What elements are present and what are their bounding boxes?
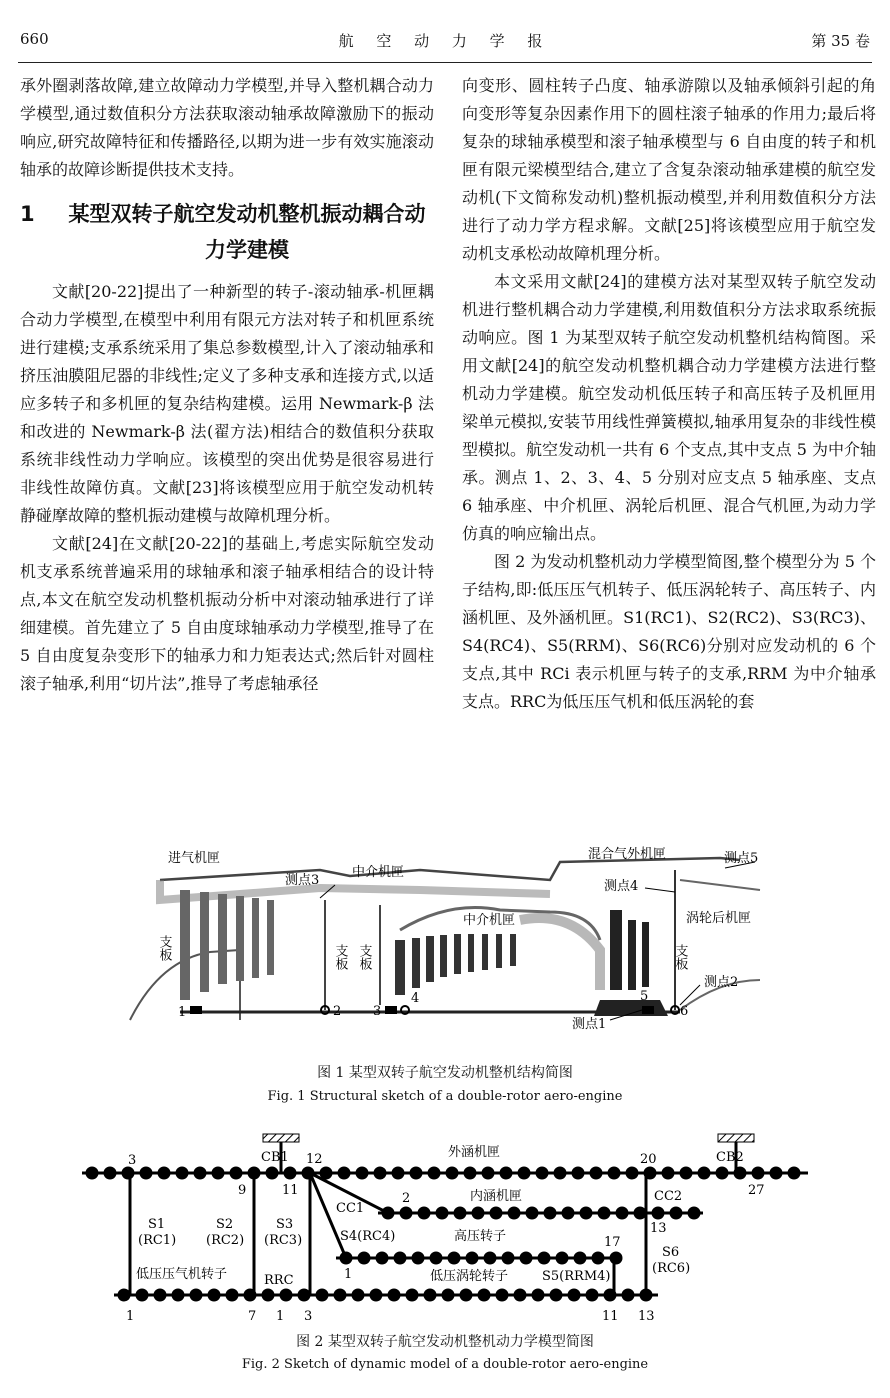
label-rc3: (RC3) (264, 1233, 303, 1248)
label-support-5: 5 (640, 989, 649, 1004)
label-intermediate-casing-top: 中介机匣 (352, 865, 405, 880)
left-column (20, 72, 434, 698)
label-mixer-casing: 混合气外机匣 (588, 847, 667, 862)
label-cc2: CC2 (654, 1189, 683, 1204)
label-support-3: 3 (373, 1004, 382, 1019)
label-point3: 测点3 (285, 873, 320, 888)
label-node-2: 2 (402, 1191, 411, 1206)
label-support-4: 4 (411, 991, 420, 1006)
bearing-marker (190, 1006, 202, 1014)
label-intermediate-casing-mid: 中介机匣 (463, 913, 516, 928)
label-rc2: (RC2) (206, 1233, 245, 1248)
label-node-1-hp: 1 (344, 1267, 353, 1282)
label-lpt-rotor: 低压涡轮转子 (430, 1269, 509, 1284)
label-point2: 测点2 (704, 975, 739, 990)
label-cc1: CC1 (336, 1201, 365, 1216)
label-node-17: 17 (604, 1235, 621, 1250)
label-strut-a: 支板 (156, 935, 172, 961)
label-bottom-13: 13 (638, 1309, 655, 1324)
volume-number: 第 35 卷 (811, 32, 870, 50)
label-point1: 测点1 (572, 1017, 607, 1032)
label-turbine-rear-casing: 涡轮后机匣 (686, 911, 752, 926)
intro-paragraph: 承外圈剥落故障,建立故障动力学模型,并导入整机耦合动力学模型,通过数值积分方法获取滚动轴承故障激励下的振动响应,研究故障特征和传播路径,以期为进一步有效实施滚动轴承的故障诊断提供技术支持。 (20, 76, 434, 179)
label-point4: 测点4 (604, 879, 639, 894)
page-number: 660 (20, 30, 49, 48)
label-support-1: 1 (178, 1005, 187, 1020)
paragraph: 本文采用文献[24]的建模方法对某型双转子航空发动机进行整机耦合动力学建模,利用数值积分方法求取系统振动响应。图 1 为某型双转子航空发动机整机结构简图。采用文献[24]的航空发动机整机耦合动力学建模方法进行整机动力学建模。航空发动机低压转子和高压转子及机匣用梁单元模拟,安装节用线性弹簧模拟,轴承用复杂的非线性模型模拟。航空发动机一共有 6 个支点,其中支点 5 为中介轴承。测点 1、2、3、4、5 分别对应支点 5 轴承座、支点 6 轴承座、中介机匣、涡轮后机匣、混合气机匣,为动力学仿真的响应输出点。 (462, 272, 876, 543)
combustor (520, 918, 600, 990)
hp-compressor-blades (395, 934, 516, 995)
label-strut-b: 支板 (332, 944, 348, 970)
label-bottom-1: 1 (126, 1309, 135, 1324)
label-node-27: 27 (748, 1183, 765, 1198)
label-s1: S1 (148, 1217, 166, 1232)
label-bottom-7: 7 (248, 1309, 257, 1324)
label-lpc-rotor: 低压压气机转子 (136, 1267, 228, 1282)
label-node-11-top: 11 (282, 1183, 299, 1198)
paragraph: 图 2 为发动机整机动力学模型简图,整个模型分为 5 个子结构,即:低压压气机转子、低压涡轮转子、高压转子、内涵机匣、及外涵机匣。S1(RC1)、S2(RC2)、S3(RC3)、S4(RC4)、S5(RRM)、S6(RC6)分别对应发动机的 6 个支点,其中 RCi 表示机匣与转子的支承,RRM 为中介轴承支点。RRC为低压压气机和低压涡轮的套 (462, 552, 876, 711)
turbine-blades (610, 910, 649, 990)
label-hp-rotor: 高压转子 (454, 1229, 507, 1244)
journal-name: 航 空 动 力 学 报 (338, 32, 552, 50)
label-s2: S2 (216, 1217, 234, 1232)
figure1-engine-sketch (120, 840, 780, 1040)
label-node-12: 12 (306, 1152, 323, 1167)
label-s3: S3 (276, 1217, 294, 1232)
bearing-marker (385, 1006, 397, 1014)
label-node-13-mid: 13 (650, 1221, 667, 1236)
label-node-3-top: 3 (128, 1153, 137, 1168)
label-bottom-11: 11 (602, 1309, 619, 1324)
label-bottom-1b: 1 (276, 1309, 285, 1324)
label-s4: S4(RC4) (340, 1229, 396, 1244)
label-s5: S5(RRM4) (542, 1269, 611, 1284)
label-strut-c: 支板 (356, 944, 372, 970)
figure1-caption-en: Fig. 1 Structural sketch of a double-rotor aero-engine (267, 1089, 623, 1104)
figure1-caption-cn: 图 1 某型双转子航空发动机整机结构简图 (317, 1065, 573, 1081)
label-rc1: (RC1) (138, 1233, 177, 1248)
label-cb2: CB2 (716, 1150, 744, 1165)
running-header (18, 0, 872, 63)
right-column (462, 72, 876, 716)
figure2-caption-cn: 图 2 某型双转子航空发动机整机动力学模型简图 (296, 1334, 594, 1350)
label-cb1: CB1 (261, 1150, 289, 1165)
label-inlet-casing: 进气机匣 (168, 851, 221, 866)
label-support-2: 2 (333, 1004, 342, 1019)
label-rc6: (RC6) (652, 1261, 691, 1276)
section-number: 1 (20, 202, 35, 226)
ground-cb2 (718, 1134, 754, 1142)
label-point5: 测点5 (724, 851, 759, 866)
leader-line (645, 888, 675, 892)
label-node-20: 20 (640, 1152, 657, 1167)
label-inner-casing: 内涵机匣 (470, 1189, 523, 1204)
paragraph: 向变形、圆柱转子凸度、轴承游隙以及轴承倾斜引起的角向变形等复杂因素作用下的圆柱滚子轴承的作用力;最后将复杂的球轴承模型和滚子轴承模型与 6 自由度的转子和机匣有限元梁模型结合,建立了含复杂滚动轴承建模的航空发动机(下文简称发动机)整机振动模型,并利用数值积分方法进行了动力学方程求解。文献[25]将该模型应用于航空发动机支承松动故障机理分析。 (462, 76, 876, 263)
figure2-caption-en: Fig. 2 Sketch of dynamic model of a double-rotor aero-engine (241, 1357, 649, 1372)
label-outer-casing: 外涵机匣 (448, 1145, 501, 1160)
label-strut-d: 支板 (672, 944, 688, 970)
label-rrc: RRC (264, 1273, 294, 1288)
paragraph: 文献[20-22]提出了一种新型的转子-滚动轴承-机匣耦合动力学模型,在模型中利用有限元方法对转子和机匣系统进行建模;支承系统采用了集总参数模型,计入了滚动轴承和挤压油膜阻尼器的非线性;定义了多种支承和连接方式,以适应多转子和多机匣的复杂结构建模。运用 Newmark-β 法和改进的 Newmark-β 法(翟方法)相结合的数值积分获取系统非线性动力学响应。该模型的突出优势是很容易进行非线性故障仿真。文献[23]将该模型应用于航空发动机转静碰摩故障的整机振动建模与故障机理分析。 (20, 282, 434, 525)
section-heading (20, 196, 434, 268)
lp-compressor-blades (180, 890, 274, 1000)
label-s6: S6 (662, 1245, 680, 1260)
section-title: 某型双转子航空发动机整机振动耦合动力学建模 (68, 202, 426, 262)
paragraph: 文献[24]在文献[20-22]的基础上,考虑实际航空发动机支承系统普遍采用的球轴承和滚子轴承相结合的设计特点,本文在航空发动机整机振动分析中对滚动轴承进行了详细建模。首先建立了 5 自由度球轴承动力学模型,推导了在 5 自由度复杂变形下的轴承力和力矩表达式;然后针对圆柱滚子轴承,利用“切片法”,推导了考虑轴承径 (20, 534, 434, 693)
rear-casing (680, 880, 760, 1010)
label-bottom-3: 3 (304, 1309, 313, 1324)
label-support-6: 6 (680, 1004, 689, 1019)
label-node-9: 9 (238, 1183, 247, 1198)
ground-cb1 (263, 1134, 299, 1142)
bearing-marker (642, 1006, 654, 1014)
figure2-model-sketch (78, 1128, 812, 1328)
